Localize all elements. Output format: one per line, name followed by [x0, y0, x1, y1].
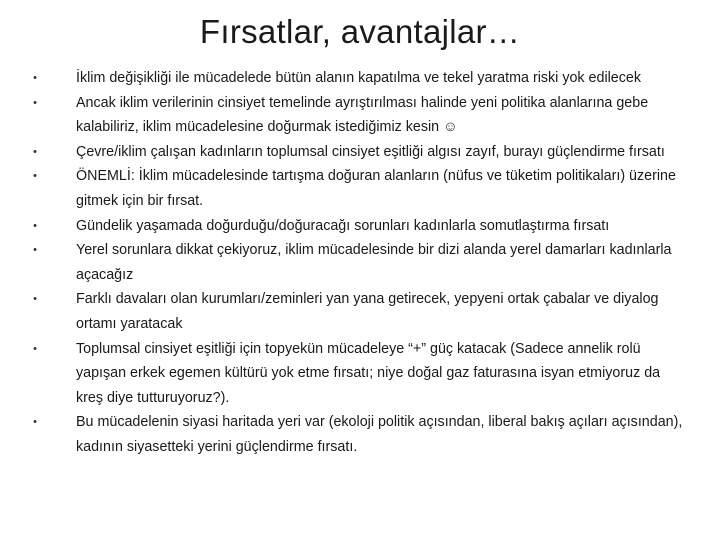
bullet-item [30, 238, 690, 287]
bullet-text: Gündelik yaşamada doğurduğu/doğuracağı sorunları kadınlarla somutlaştırma fırsatı [76, 217, 610, 234]
slide-title: Fırsatlar, avantajlar… [199, 13, 521, 50]
bullet-icon: • [33, 244, 37, 257]
bullet-text: ÖNEMLİ: İklim mücadelesinde tartışma doğuran alanların (nüfus ve tüketim politikaları) üzerine gitmek için bir fırsat. [76, 168, 676, 209]
bullet-item [30, 214, 690, 239]
bullet-item [30, 337, 690, 411]
bullet-text: Toplumsal cinsiyet eşitliği için topyekün mücadeleye “+” güç katacak (Sadece annelik rolü yapışan erkek egemen kültürü yok etme fırsatı; niye doğal gaz faturasına isyan etmiyoruz da kreş diye tutturuyoruz?). [76, 340, 661, 406]
bullet-item [30, 91, 690, 140]
bullet-text: İklim değişikliği ile mücadelede bütün alanın kapatılma ve tekel yaratma riski yok edilecek [76, 70, 641, 86]
bullet-icon: • [33, 416, 37, 429]
bullet-text: Yerel sorunlara dikkat çekiyoruz, iklim mücadelesinde bir dizi alanda yerel damarları kadınlarla açacağız [76, 242, 672, 283]
bullet-icon: • [33, 342, 37, 355]
bullet-icon: • [33, 219, 37, 232]
bullet-item [30, 410, 690, 459]
bullet-item [30, 66, 690, 91]
bullet-icon: • [33, 96, 37, 109]
bullet-text: Bu mücadelenin siyasi haritada yeri var (ekoloji politik açısından, liberal bakış açıları açısından), kadının siyasetteki yerini güçlendirme fırsatı. [76, 414, 683, 455]
bullet-list [30, 66, 690, 460]
bullet-icon: • [33, 145, 37, 158]
bullet-text: Ancak iklim verilerinin cinsiyet temelinde ayrıştırılması halinde yeni politika alanlarına gebe kalabiliriz, iklim mücadelesine doğurmak istediğimiz kesin ☺ [76, 94, 649, 136]
bullet-item [30, 287, 690, 336]
bullet-text: Çevre/iklim çalışan kadınların toplumsal cinsiyet eşitliği algısı zayıf, burayı güçlendirme fırsatı [76, 143, 665, 160]
bullet-text: Farklı davaları olan kurumları/zeminleri yan yana getirecek, yepyeni ortak çabalar ve diyalog ortamı yaratacak [76, 291, 659, 332]
bullet-icon: • [33, 170, 37, 183]
bullet-item [30, 140, 690, 165]
bullet-item [30, 164, 690, 213]
bullet-icon: • [33, 72, 37, 84]
bullet-icon: • [33, 293, 37, 306]
